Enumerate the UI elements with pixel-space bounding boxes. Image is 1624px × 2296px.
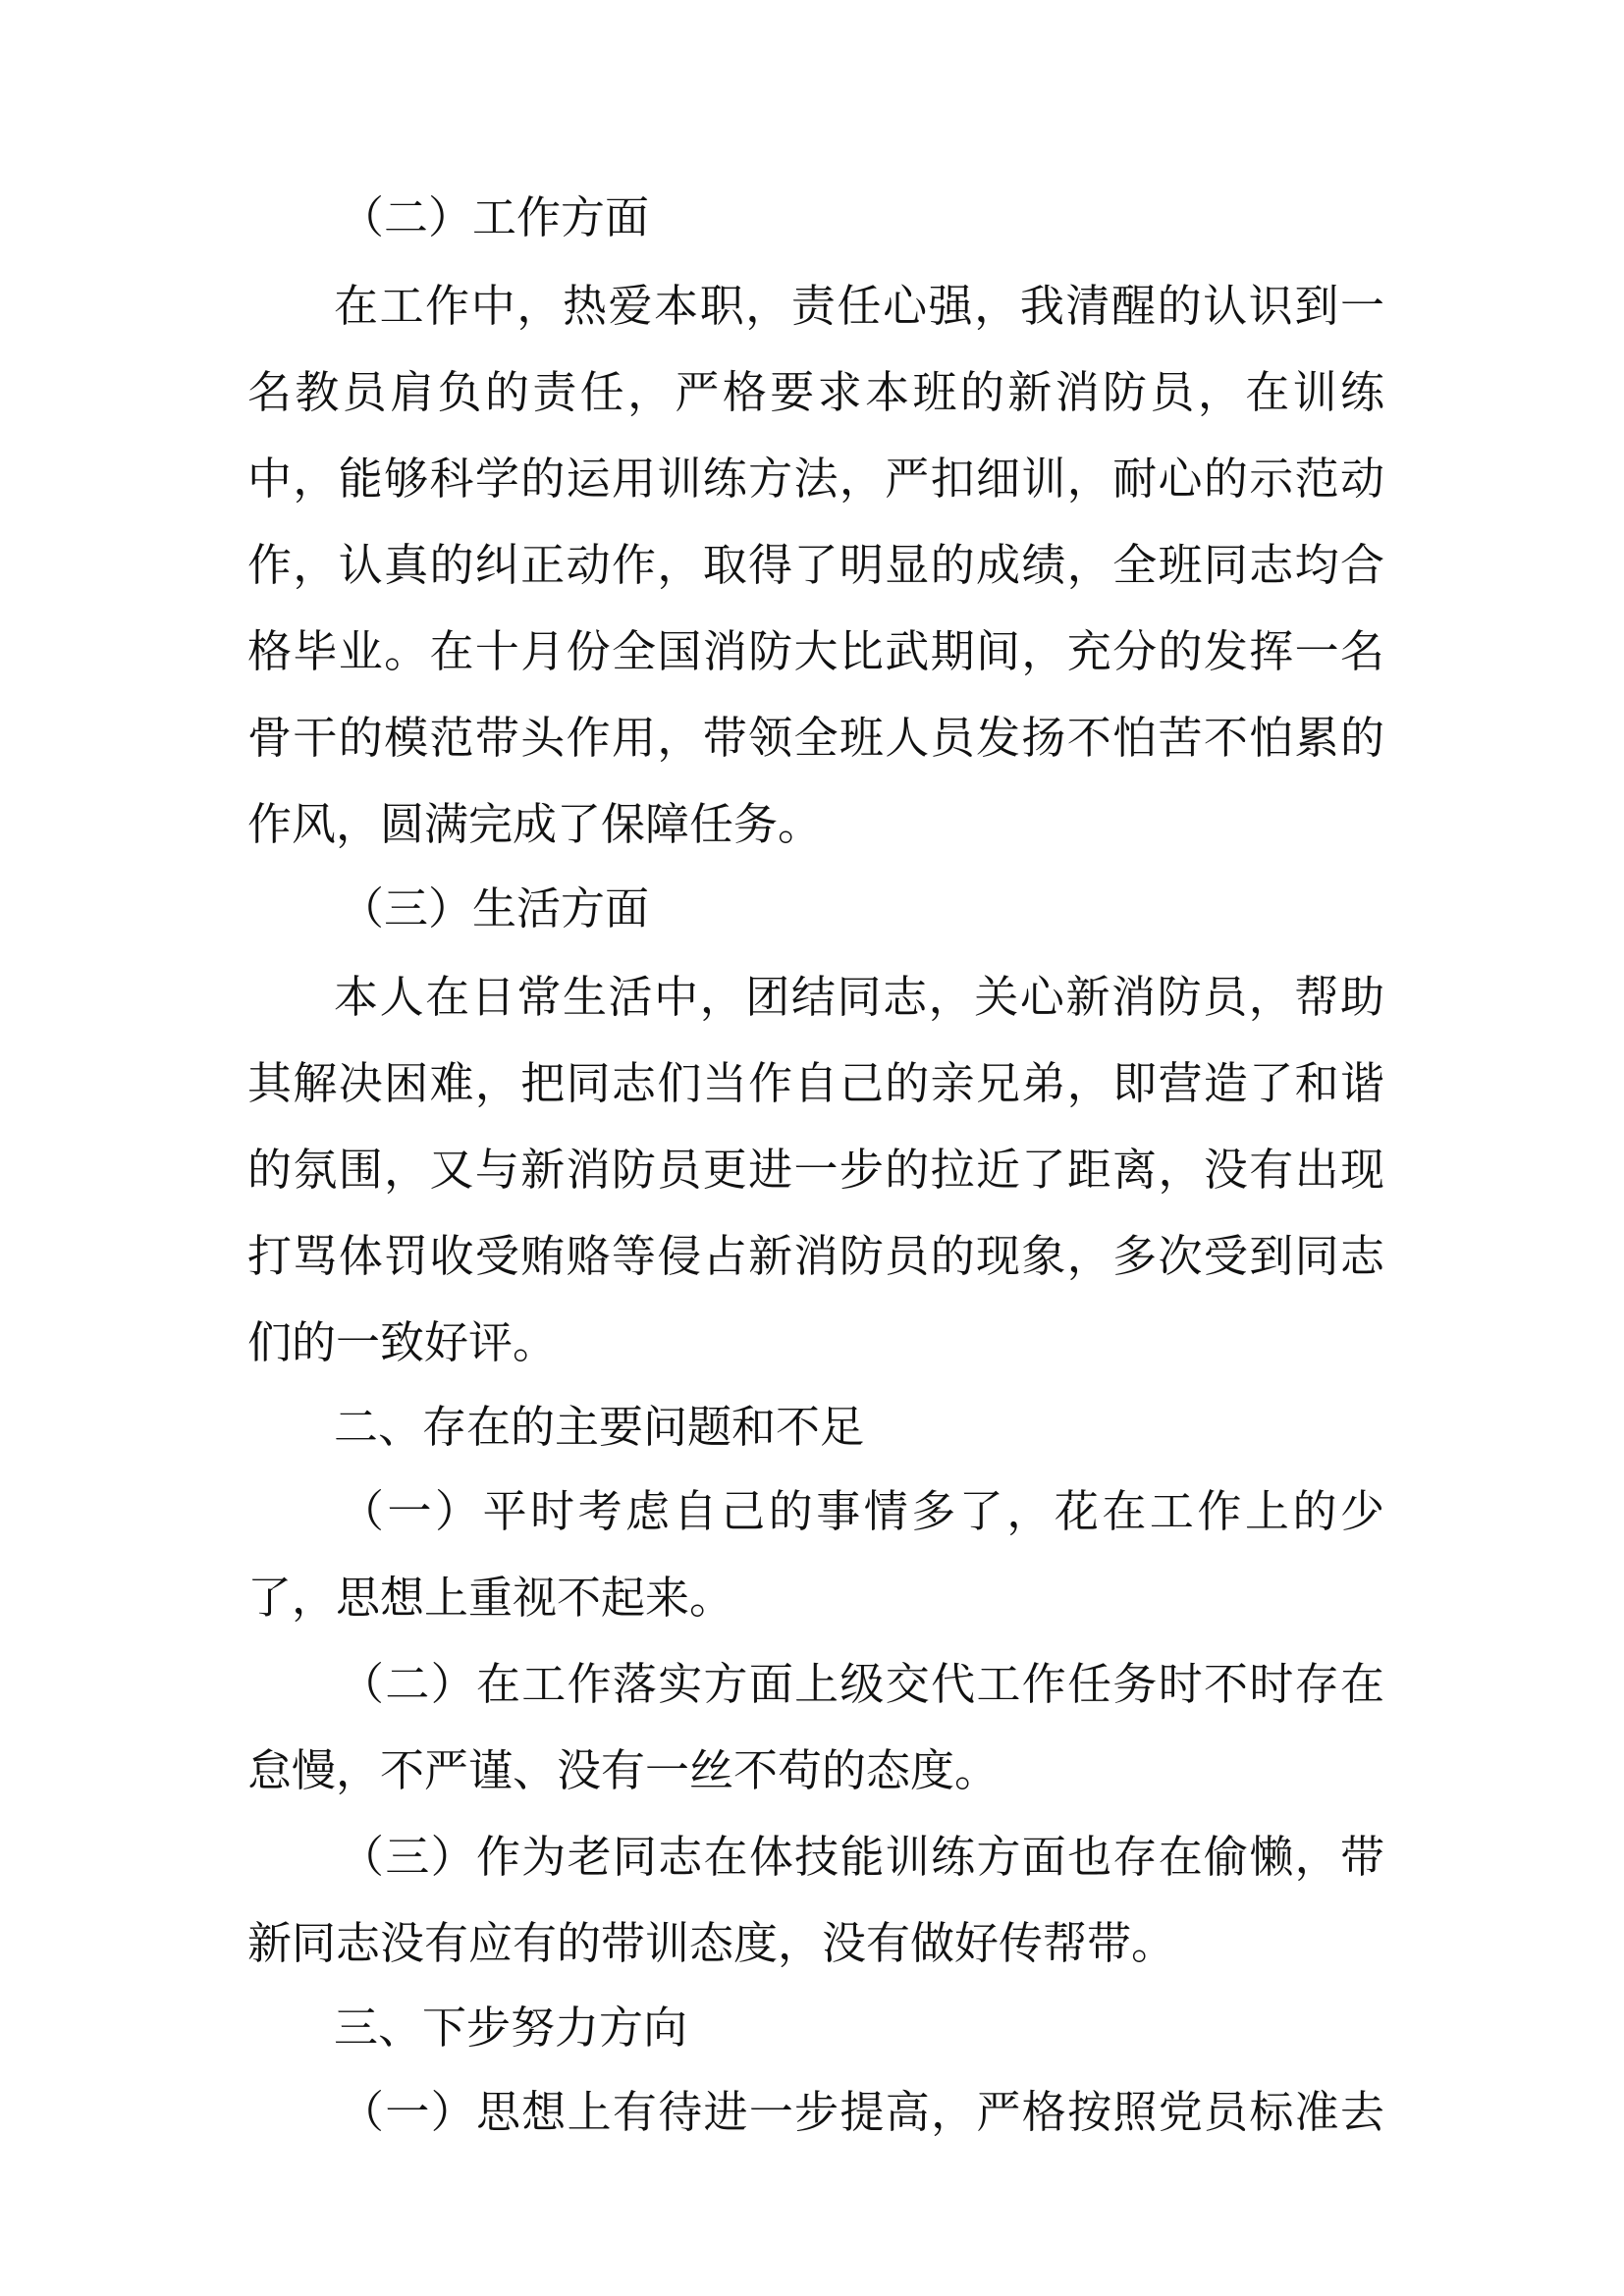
paragraph-line: 在工作中，热爱本职，责任心强，我清醒的认识到一: [334, 280, 1384, 332]
section-heading-problems: 二、存在的主要问题和不足: [334, 1401, 865, 1453]
paragraph-line: 本人在日常生活中，团结同志，关心新消防员，帮助: [334, 971, 1384, 1023]
paragraph-line: 格毕业。在十月份全国消防大比武期间，充分的发挥一名: [247, 625, 1384, 677]
paragraph-line: 作风，圆满完成了保障任务。: [247, 798, 823, 850]
paragraph-line: 新同志没有应有的带训态度，没有做好传帮带。: [247, 1917, 1176, 1969]
paragraph-line: （一）思想上有待进一步提高，严格按照党员标准去: [340, 2086, 1384, 2138]
paragraph-line: 其解决困难，把同志们当作自己的亲兄弟，即营造了和谐: [247, 1057, 1384, 1109]
paragraph-line: （一）平时考虑自己的事情多了，花在工作上的少: [340, 1485, 1384, 1537]
paragraph-line: （二）在工作落实方面上级交代工作任务时不时存在: [340, 1658, 1384, 1710]
paragraph-line: 作，认真的纠正动作，取得了明显的成绩，全班同志均合: [247, 539, 1384, 591]
paragraph-line: 打骂体罚收受贿赂等侵占新消防员的现象，多次受到同志: [247, 1230, 1384, 1282]
paragraph-line: 骨干的模范带头作用，带领全班人员发扬不怕苦不怕累的: [247, 712, 1384, 764]
paragraph-line: 名教员肩负的责任，严格要求本班的新消防员，在训练: [247, 366, 1384, 418]
paragraph-line: 的氛围，又与新消防员更进一步的拉近了距离，没有出现: [247, 1144, 1384, 1196]
section-heading-life: （三）生活方面: [340, 882, 650, 934]
paragraph-line: （三）作为老同志在体技能训练方面也存在偷懒，带: [340, 1831, 1384, 1883]
section-heading-direction: 三、下步努力方向: [334, 2002, 688, 2054]
paragraph-line: 中，能够科学的运用训练方法，严扣细训，耐心的示范动: [247, 453, 1384, 505]
section-heading-work: （二）工作方面: [340, 191, 650, 243]
paragraph-line: 怠慢，不严谨、没有一丝不苟的态度。: [247, 1744, 1000, 1796]
paragraph-line: 了，思想上重视不起来。: [247, 1572, 734, 1624]
paragraph-line: 们的一致好评。: [247, 1316, 558, 1368]
